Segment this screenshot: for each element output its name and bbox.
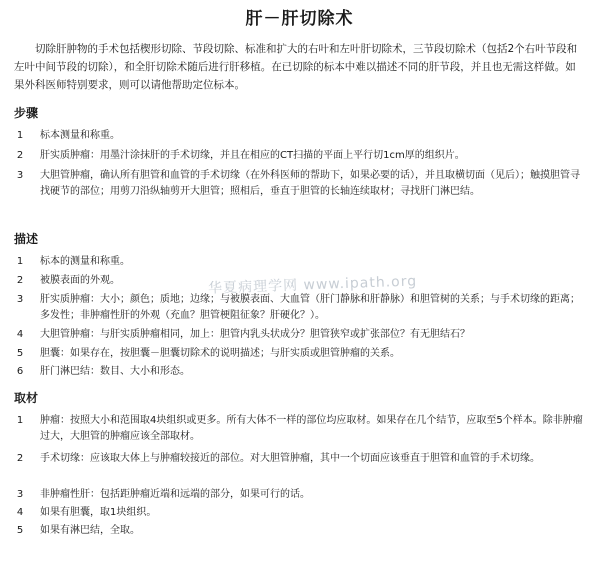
- page-title: 肝－肝切除术: [245, 9, 354, 29]
- item-text: 如果有淋巴结，全取。: [40, 525, 140, 536]
- item-number: 3: [16, 170, 24, 181]
- item-number: 5: [16, 348, 24, 359]
- list-item: [16, 364, 588, 380]
- item-text: 胆囊：如果存在，按胆囊－胆囊切除术的说明描述；与肝实质或胆管肿瘤的关系。: [40, 348, 400, 359]
- item-number: 4: [16, 507, 24, 518]
- item-number: 2: [16, 275, 24, 286]
- item-number: 2: [16, 150, 24, 161]
- item-text: 肝实质肿瘤：用墨汁涂抹肝的手术切缘，并且在相应的CT扫描的平面上平行切1cm厚的组织片。: [40, 150, 465, 161]
- item-number: 1: [16, 415, 24, 426]
- list-item: [16, 523, 588, 539]
- section-heading-steps: 步骤: [14, 106, 39, 120]
- list-item: [16, 148, 588, 164]
- intro-paragraph: 切除肝肿物的手术包括楔形切除、节段切除、标准和扩大的右叶和左叶肝切除术，三节段切除术（包括2个右叶节段和左叶中间节段的切除），和全肝切除术随后进行肝移植。在已切除的标本中难以描述不同的肝节段，并且也无需这样做。如果外科医师特别要求，则可以请他帮助定位标本。: [14, 43, 578, 91]
- item-number: 2: [16, 453, 24, 464]
- section-heading-sampling: 取材: [14, 391, 39, 405]
- list-item: [16, 487, 588, 503]
- item-number: 6: [16, 366, 24, 377]
- item-number: 3: [16, 489, 24, 500]
- list-item: [16, 505, 588, 521]
- list-item: [16, 128, 588, 144]
- item-text: 标本的测量和称重。: [40, 256, 130, 267]
- item-text: 肿瘤：按照大小和范围取4块组织或更多。所有大体不一样的部位均应取材。如果存在几个结节，应取至5个样本。除非肿瘤过大，大胆管的肿瘤应该全部取材。: [40, 415, 583, 442]
- item-text: 肝门淋巴结：数目、大小和形态。: [40, 366, 190, 377]
- list-item: [16, 168, 588, 200]
- item-text: 手术切缘：应该取大体上与肿瘤较接近的部位。对大胆管肿瘤，其中一个切面应该垂直于胆管和血管的手术切缘。: [40, 453, 540, 464]
- section-heading-description: 描述: [14, 232, 39, 246]
- item-text: 非肿瘤性肝：包括距肿瘤近端和远端的部分，如果可行的话。: [40, 489, 310, 500]
- item-text: 被膜表面的外观。: [40, 275, 120, 286]
- item-text: 标本测量和称重。: [40, 130, 120, 141]
- item-number: 1: [16, 256, 24, 267]
- item-number: 4: [16, 329, 24, 340]
- list-item: [16, 327, 588, 343]
- list-item: [16, 292, 588, 324]
- item-number: 1: [16, 130, 24, 141]
- list-item: [16, 346, 588, 362]
- list-item: [16, 413, 588, 445]
- item-text: 大胆管肿瘤，确认所有胆管和血管的手术切缘（在外科医师的帮助下，如果必要的话），并且取横切面（见后）；触摸胆管寻找硬节的部位；用剪刀沿纵轴剪开大胆管；照相后，垂直于胆管的长轴连续取材；寻找肝门淋巴结。: [40, 170, 580, 197]
- item-number: 3: [16, 294, 24, 305]
- list-item: [16, 451, 588, 467]
- item-text: 大胆管肿瘤：与肝实质肿瘤相同，加上：胆管内乳头状成分？胆管狭窄或扩张部位？有无胆结石？: [40, 329, 470, 340]
- item-text: 肝实质肿瘤：大小；颜色；质地；边缘；与被膜表面、大血管（肝门静脉和肝静脉）和胆管树的关系；与手术切缘的距离；多发性；非肿瘤性肝的外观（充血？胆管梗阻征象？肝硬化？）。: [40, 294, 580, 321]
- item-text: 如果有胆囊，取1块组织。: [40, 507, 157, 518]
- watermark: 华夏病理学网 www.ipath.org: [207, 273, 418, 297]
- item-number: 5: [16, 525, 24, 536]
